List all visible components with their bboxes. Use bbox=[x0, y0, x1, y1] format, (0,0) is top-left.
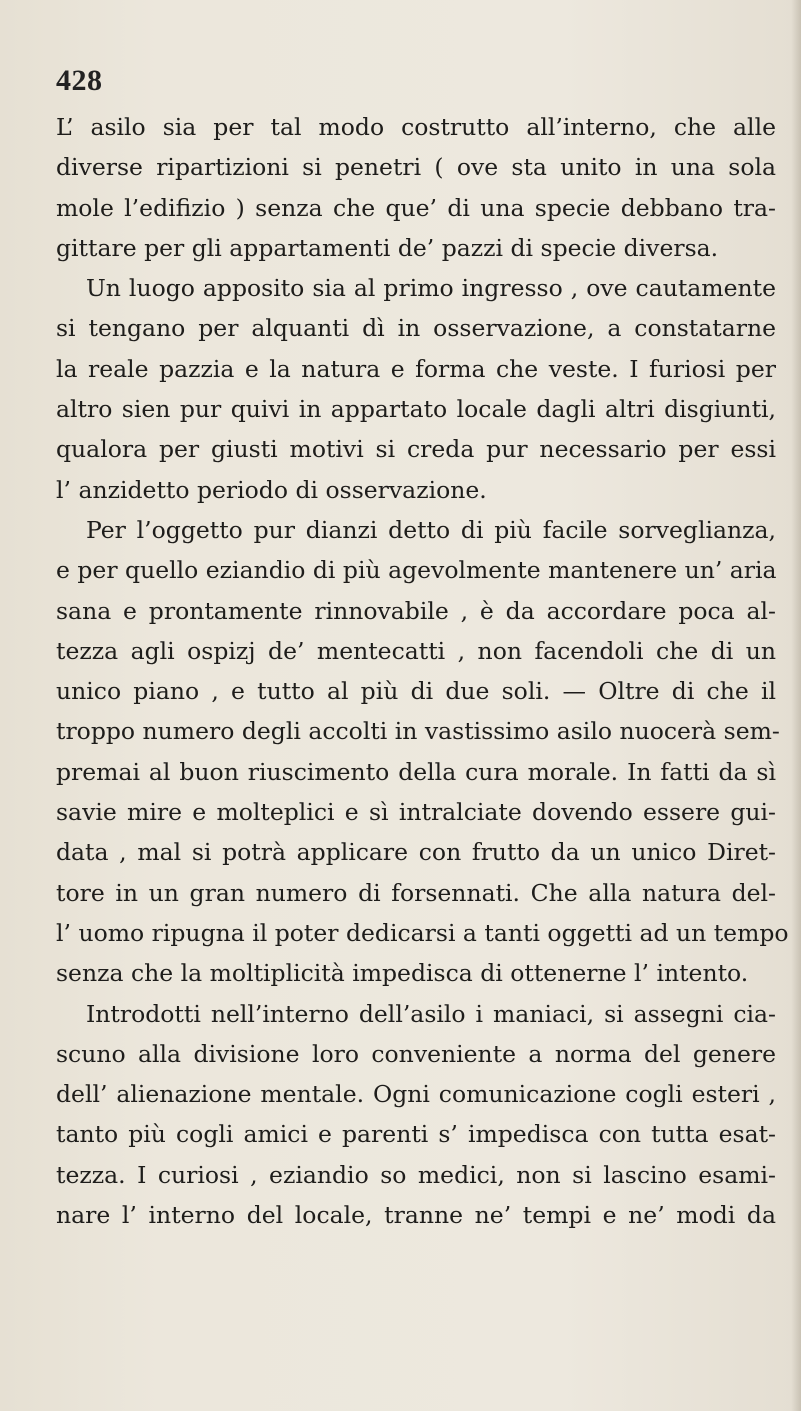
text-line: mole l’edifizio ) senza che que’ di una specie debbano tra- bbox=[56, 193, 776, 222]
text-line: diverse ripartizioni si penetri ( ove sta unito in una sola bbox=[56, 153, 776, 182]
text-line: qualora per giusti motivi si creda pur necessario per essi bbox=[56, 435, 776, 464]
text-line: nare l’ interno del locale, tranne ne’ tempi e ne’ modi da bbox=[56, 1201, 776, 1230]
text-line: savie mire e molteplici e sì intralciate dovendo essere gui- bbox=[56, 798, 776, 827]
text-line: si tengano per alquanti dì in osservazione, a constatarne bbox=[56, 314, 776, 343]
text-line: troppo numero degli accolti in vastissimo asilo nuocerà sem- bbox=[56, 717, 780, 746]
text-line: altro sien pur quivi in appartato locale dagli altri disgiunti, bbox=[56, 395, 776, 424]
text-line: unico piano , e tutto al più di due soli. — Oltre di che il bbox=[56, 677, 776, 706]
text-line: l’ anzidetto periodo di osservazione. bbox=[56, 475, 487, 504]
body-text bbox=[56, 107, 789, 1235]
text-line: tezza agli ospizj de’ mentecatti , non facendoli che di un bbox=[56, 636, 776, 665]
text-line: dell’ alienazione mentale. Ogni comunicazione cogli esteri , bbox=[56, 1080, 776, 1109]
text-line: senza che la moltiplicità impedisca di ottenerne l’ intento. bbox=[56, 959, 749, 988]
page-edge-shadow bbox=[791, 0, 801, 1411]
text-line: la reale pazzia e la natura e forma che veste. I furiosi per bbox=[56, 354, 776, 383]
page-number: 428 bbox=[56, 64, 103, 97]
text-line: tanto più cogli amici e parenti s’ impedisca con tutta esat- bbox=[56, 1120, 776, 1149]
text-line: scuno alla divisione loro conveniente a norma del genere bbox=[56, 1039, 776, 1068]
text-line: Introdotti nell’interno dell’asilo i maniaci, si assegni cia- bbox=[86, 999, 776, 1028]
text-line: e per quello eziandio di più agevolmente mantenere un’ aria bbox=[56, 556, 777, 585]
text-line: tezza. I curiosi , eziandio so medici, non si lascino esami- bbox=[56, 1160, 776, 1189]
text-line: gittare per gli appartamenti de’ pazzi di specie diversa. bbox=[56, 233, 719, 262]
text-line: tore in un gran numero di forsennati. Che alla natura del- bbox=[56, 878, 776, 907]
text-line: premai al buon riuscimento della cura morale. In fatti da sì bbox=[56, 757, 776, 786]
text-line: Un luogo apposito sia al primo ingresso , ove cautamente bbox=[86, 274, 776, 303]
text-line: l’ uomo ripugna il poter dedicarsi a tanti oggetti ad un tempo bbox=[56, 918, 789, 947]
text-line: L’ asilo sia per tal modo costrutto all’interno, che alle bbox=[56, 113, 776, 141]
text-line: sana e prontamente rinnovabile , è da accordare poca al- bbox=[56, 596, 776, 625]
text-line: Per l’oggetto pur dianzi detto di più facile sorveglianza, bbox=[86, 515, 776, 544]
text-line: data , mal si potrà applicare con frutto da un unico Diret- bbox=[56, 838, 776, 867]
